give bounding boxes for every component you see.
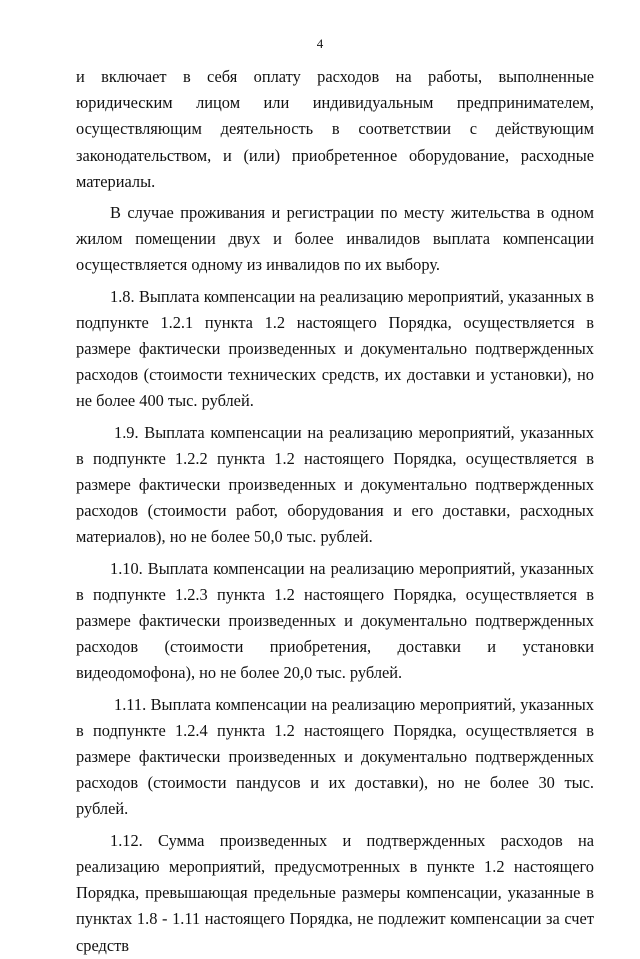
page-number: 4 <box>316 36 324 51</box>
document-body <box>76 64 594 959</box>
paragraph-continuation: и включает в себя оплату расходов на работы, выполненные юридическим лицом или индивидуальным предпринимателем, осуществляющим деятельность в соответствии с действующим законодательством, и (или) приобретенное оборудование, расходные материалы. <box>76 67 594 191</box>
paragraph-1-11: 1.11. Выплата компенсации на реализацию мероприятий, указанных в подпункте 1.2.4 пункта 1.2 настоящего Порядка, осуществляется в размере фактически произведенных и документально подтвержденных расходов (стоимости пандусов и их доставки), но не более 30 тыс. рублей. <box>76 694 594 819</box>
paragraph-1-9: 1.9. Выплата компенсации на реализацию мероприятий, указанных в подпункте 1.2.2 пункта 1.2 настоящего Порядка, осуществляется в размере фактически произведенных и документально подтвержденных расходов (стоимости работ, оборудования и его доставки, расходных материалов), но не более 50,0 тыс. рублей. <box>76 422 594 547</box>
paragraph-multiple-disabled: В случае проживания и регистрации по месту жительства в одном жилом помещении двух и более инвалидов выплата компенсации осуществляется одному из инвалидов по их выбору. <box>76 203 594 275</box>
paragraph-1-12: 1.12. Сумма произведенных и подтвержденных расходов на реализацию мероприятий, предусмотренных в пункте 1.2 настоящего Порядка, превышающая предельные размеры компенсации, указанные в пунктах 1.8 - 1.11 настоящего Порядка, не подлежит компенсации за счет средств <box>76 830 594 955</box>
paragraph-1-8: 1.8. Выплата компенсации на реализацию мероприятий, указанных в подпункте 1.2.1 пункта 1.2 настоящего Порядка, осуществляется в размере фактически произведенных и документально подтвержденных расходов (стоимости технических средств, их доставки и установки), но не более 400 тыс. рублей. <box>76 286 594 411</box>
paragraph-1-10: 1.10. Выплата компенсации на реализацию мероприятий, указанных в подпункте 1.2.3 пункта 1.2 настоящего Порядка, осуществляется в размере фактически произведенных и документально подтвержденных расходов (стоимости приобретения, доставки и установки видеодомофона), но не более 20,0 тыс. рублей. <box>76 558 594 683</box>
